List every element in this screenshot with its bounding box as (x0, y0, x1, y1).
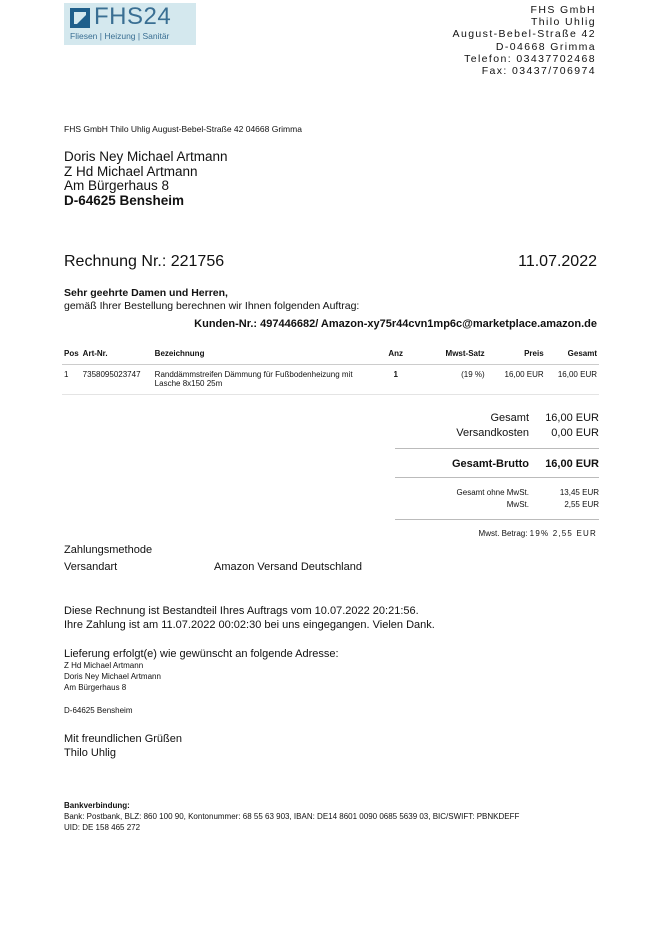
sender-line: Telefon: 03437702468 (464, 52, 596, 65)
col-desc: Bezeichnung (153, 345, 379, 365)
divider (395, 519, 599, 520)
logo-tagline: Fliesen | Heizung | Sanitär (70, 31, 170, 41)
cell-qty: 1 (379, 365, 413, 395)
recipient-line: Doris Ney Michael Artmann (64, 149, 228, 164)
shipping-method-value: Amazon Versand Deutschland (214, 561, 362, 573)
invoice-date: 11.07.2022 (518, 253, 597, 270)
payment-method-label: Zahlungsmethode (64, 544, 153, 556)
gross-total-label: Gesamt-Brutto (451, 458, 529, 470)
gross-total-value: 16,00 EUR (545, 458, 599, 470)
bank-details: Bank: Postbank, BLZ: 860 100 90, Kontonummer: 68 55 63 903, IBAN: DE14 8601 0090 0685 5639 03, BIC/SWIFT: PBNKDEFF (64, 812, 520, 821)
closing (64, 733, 182, 760)
divider (395, 477, 599, 478)
delivery-address (64, 660, 161, 693)
sender-line: FHS GmbH (530, 4, 596, 16)
recipient-address (64, 150, 228, 208)
recipient-line: Z Hd Michael Artmann (64, 163, 198, 179)
order-note: Diese Rechnung ist Bestandteil Ihres Auftrags vom 10.07.2022 20:21:56. (64, 605, 419, 617)
col-vat: Mwst-Satz (413, 345, 487, 365)
recipient-city: D-64625 Bensheim (64, 192, 185, 208)
total-label: Gesamt (490, 412, 529, 424)
vat-value: 2,55 EUR (564, 500, 599, 509)
tax-breakdown (395, 488, 599, 512)
shipping-cost-label: Versandkosten (456, 427, 529, 439)
cell-desc: Randdämmstreifen Dämmung für Fußbodenheizung mit Lasche 8x150 25m (153, 365, 379, 395)
sender-line: August-Bebel-Straße 42 (452, 28, 596, 41)
vat-amount-row (479, 529, 597, 538)
delivery-line: Doris Ney Michael Artmann (64, 672, 161, 681)
col-total: Gesamt (546, 345, 599, 365)
greeting-block (64, 287, 359, 312)
greeting: Sehr geehrte Damen und Herren, (64, 287, 228, 299)
cell-total: 16,00 EUR (546, 365, 599, 395)
bank-heading: Bankverbindung: (64, 801, 130, 810)
table-row (62, 365, 599, 395)
payment-note: Ihre Zahlung ist am 11.07.2022 00:02:30 bei uns eingegangen. Vielen Dank. (64, 618, 435, 631)
net-total-value: 13,45 EUR (559, 488, 599, 497)
order-notes (64, 605, 435, 632)
sender-line: Thilo Uhlig (530, 16, 596, 29)
col-art: Art-Nr. (81, 345, 153, 365)
delivery-heading: Lieferung erfolgt(e) wie gewünscht an folgende Adresse: (64, 648, 339, 660)
total-value: 16,00 EUR (545, 412, 599, 424)
col-qty: Anz (379, 345, 413, 365)
company-logo (64, 3, 196, 45)
col-price: Preis (487, 345, 546, 365)
invoice-title: Rechnung Nr.: 221756 (64, 253, 225, 270)
sender-line: Fax: 03437/706974 (481, 65, 596, 78)
delivery-line: Am Bürgerhaus 8 (64, 683, 127, 692)
table-header-row (62, 345, 599, 365)
logo-name: FHS24 (94, 3, 172, 30)
closing-name: Thilo Uhlig (64, 746, 116, 759)
footer-bank (64, 800, 519, 833)
sender-address (453, 4, 596, 77)
vat-label: MwSt. (506, 500, 529, 509)
customer-number: Kunden-Nr.: 497446682/ Amazon-xy75r44cvn1mp6c@marketplace.amazon.de (194, 318, 597, 330)
cell-vat: (19 %) (413, 365, 487, 395)
items-table (62, 345, 599, 395)
vat-amount-value: 19% 2,55 EUR (529, 529, 597, 538)
uid-line: UID: DE 158 465 272 (64, 823, 141, 832)
cell-art: 7358095023747 (81, 365, 153, 395)
gross-total-row (395, 458, 599, 473)
divider (395, 448, 599, 449)
cell-pos: 1 (62, 365, 81, 395)
shipping-cost-value: 0,00 EUR (551, 427, 599, 439)
cell-price: 16,00 EUR (487, 365, 546, 395)
return-address: FHS GmbH Thilo Uhlig August-Bebel-Straße 42 04668 Grimma (64, 124, 302, 134)
vat-amount-label: Mwst. Betrag: (478, 529, 528, 538)
col-pos: Pos (62, 345, 81, 365)
closing-greeting: Mit freundlichen Grüßen (64, 733, 182, 745)
logo-mark-icon (70, 8, 90, 28)
net-total-label: Gesamt ohne MwSt. (456, 488, 529, 497)
delivery-city: D-64625 Bensheim (64, 706, 133, 715)
recipient-line: Am Bürgerhaus 8 (64, 178, 170, 194)
intro-text: gemäß Ihrer Bestellung berechnen wir Ihnen folgenden Auftrag: (64, 299, 360, 312)
delivery-line: Z Hd Michael Artmann (64, 661, 144, 670)
totals-block (395, 412, 599, 442)
sender-line: D-04668 Grimma (495, 40, 596, 53)
shipping-method-label: Versandart (64, 561, 118, 573)
